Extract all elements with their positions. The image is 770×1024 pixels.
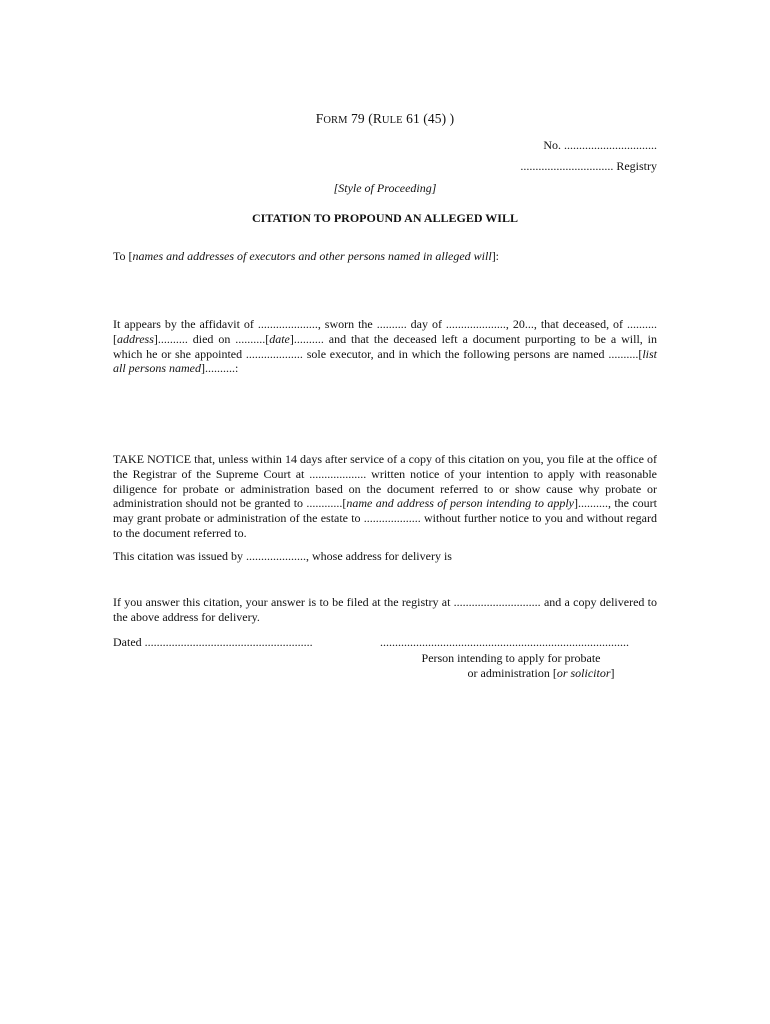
dated-line: Dated ........................................................ xyxy=(113,635,313,649)
take-notice-paragraph xyxy=(113,452,657,541)
issued-by-line: This citation was issued by ...................., whose address for delivery is xyxy=(113,549,452,563)
signature-line: ................................................................................... xyxy=(380,635,629,649)
para1-text: ].......... died on ..........[ xyxy=(153,331,270,346)
title-part: 61 (45) ) xyxy=(402,111,455,126)
to-italic: names and addresses of executors and other persons named in alleged will xyxy=(132,249,492,263)
form-title xyxy=(0,111,770,127)
sig-prefix: or administration [ xyxy=(467,666,557,680)
signature-caption-line2 xyxy=(380,666,642,681)
title-part: R xyxy=(372,111,382,126)
para2-italic: name and address of person intending to apply xyxy=(346,496,574,511)
to-suffix: ]: xyxy=(491,249,500,263)
title-part: F xyxy=(315,111,324,126)
sig-italic: or solicitor xyxy=(556,666,611,680)
signature-caption xyxy=(380,651,642,681)
para2-text: TAKE NOTICE that, unless within 14 days after service of a copy of this citation on you, you file at the office of the Registrar of the Supreme Court at ................... written notice of your intention to apply with reasonable diligence for probate or administration based on the document referred to or show cause why probate or administration should not be granted to ............[ xyxy=(113,452,657,511)
title-part: 79 ( xyxy=(347,111,373,126)
signature-caption-line1: Person intending to apply for probate xyxy=(421,651,601,665)
style-of-proceeding: [Style of Proceeding] xyxy=(333,181,437,195)
file-number: No. ............................... xyxy=(543,138,657,152)
title-part: ULE xyxy=(381,115,403,126)
para1-italic: date xyxy=(269,331,290,346)
para1-italic: list all persons named xyxy=(113,346,657,376)
document-heading: CITATION TO PROPOUND AN ALLEGED WILL xyxy=(252,211,518,225)
title-part: ORM xyxy=(323,115,348,126)
to-prefix: To [ xyxy=(113,249,133,263)
to-line xyxy=(113,249,499,264)
para2-text: ].........., the court may grant probate or administration of the estate to ................... without further notice to you and without regard to the document referred to. xyxy=(113,496,657,540)
para1-italic: address xyxy=(117,331,154,346)
para1-text: ]..........: xyxy=(201,361,239,376)
para1-text: ].......... and that the deceased left a document purporting to be a will, in which he or she appointed ................... sole executor, and in which the following persons are named ..........[ xyxy=(113,331,658,361)
affidavit-paragraph xyxy=(113,317,657,376)
registry: ............................... Registry xyxy=(520,159,657,173)
sig-suffix: ] xyxy=(610,666,615,680)
para1-text: It appears by the affidavit of ...................., sworn the .......... day of ...................., 20..., that deceased, of ..........[ xyxy=(113,317,657,346)
answer-paragraph: If you answer this citation, your answer is to be filed at the registry at ............................. and a copy delivered to the above address for delivery. xyxy=(113,595,657,624)
